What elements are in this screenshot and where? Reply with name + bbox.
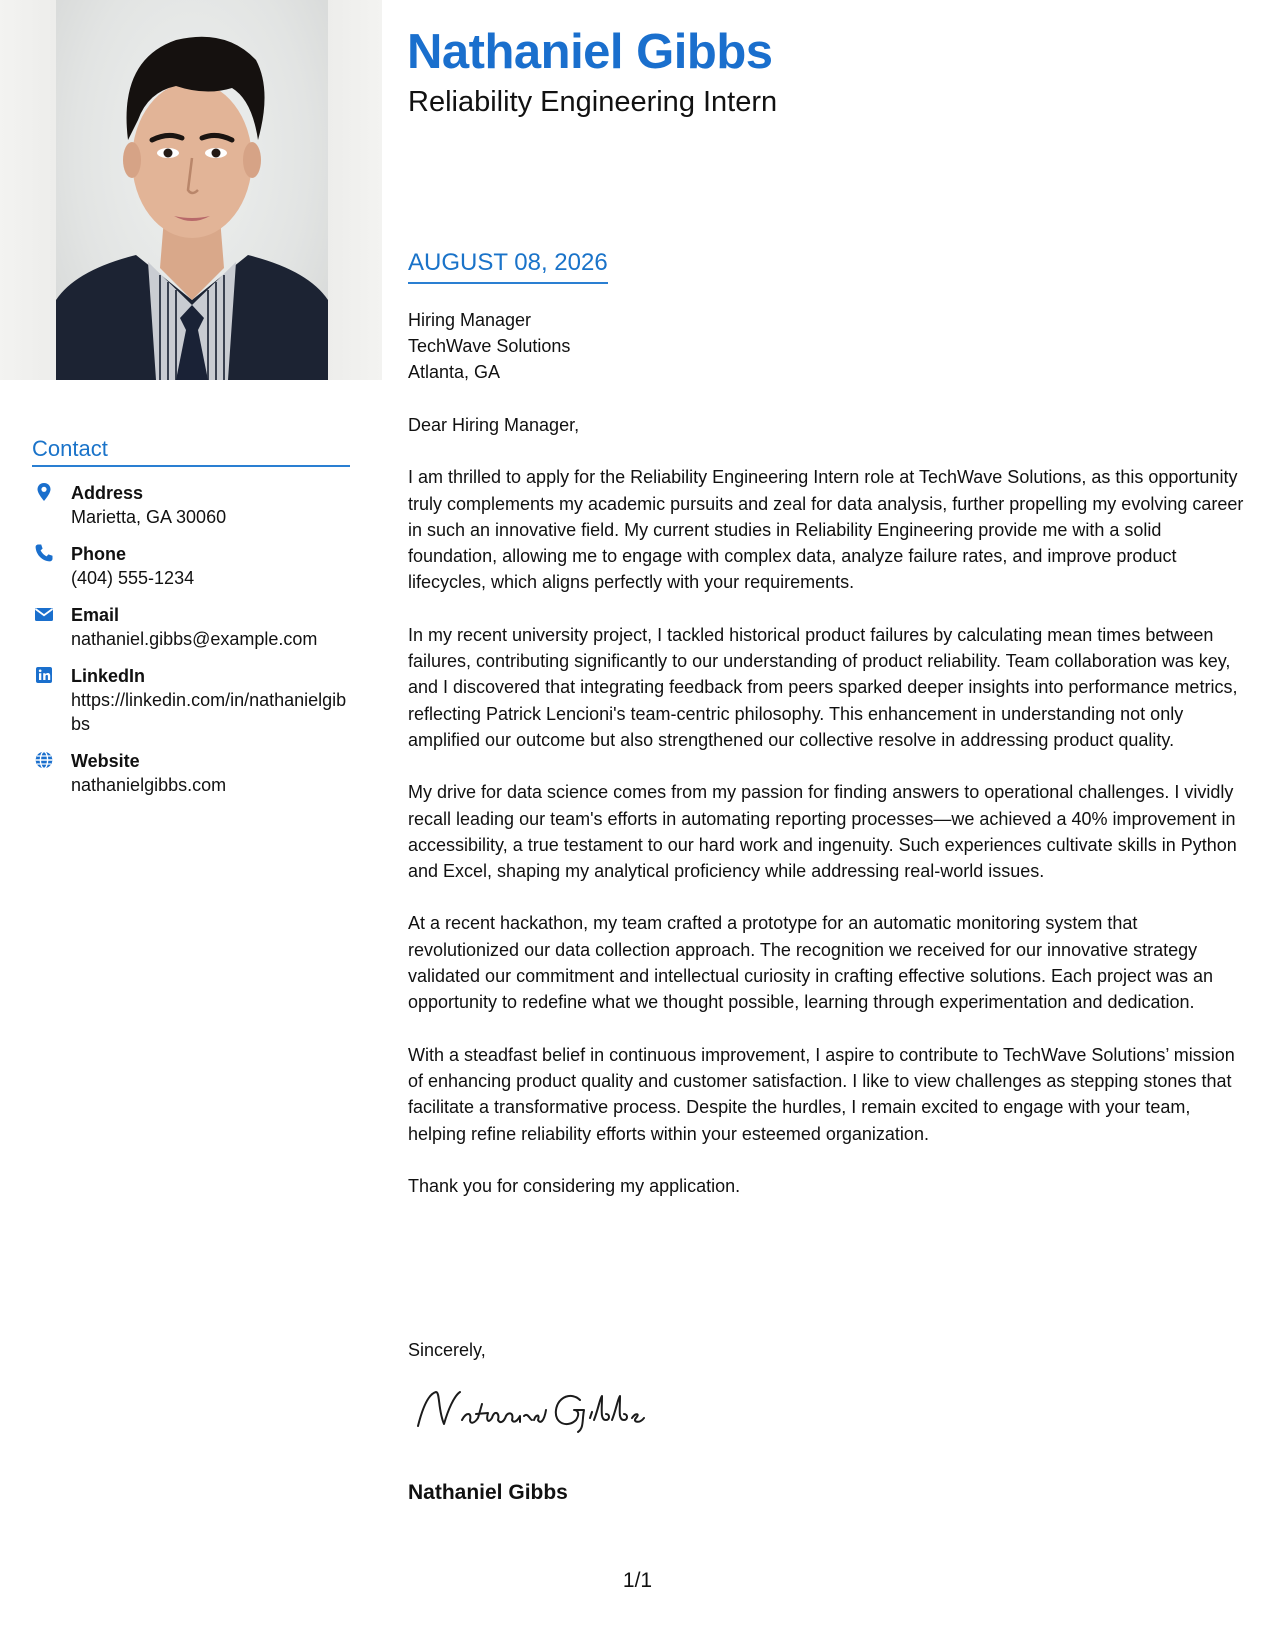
letter-paragraph: In my recent university project, I tackled historical product failures by calculating mean times between failures, contributing significantly to our understanding of product reliability. Team collaboration was key, and I discovered that integrating feedback from peers sparked deeper insights into performance metrics, reflecting Patrick Lencioni's team-centric philosophy. This enhancement in understanding not only amplified our outcome but also strengthened our collective resolve in addressing product quality.: [408, 624, 1238, 750]
contact-email-value[interactable]: nathaniel.gibbs@example.com: [71, 629, 318, 649]
page-number: 1/1: [622, 1569, 653, 1592]
contact-linkedin: [32, 664, 350, 736]
contact-address-label: Address: [71, 483, 144, 503]
letter-paragraph: At a recent hackathon, my team crafted a prototype for an automatic monitoring system that revolutionized our data collection approach. The recognition we received for our innovative strategy validated our commitment and intellectual curiosity in crafting effective solutions. Each project was an opportunity to redefine what we thought possible, learning through experimentation and dedication.: [408, 913, 1214, 1013]
letter-body: [408, 412, 1253, 1225]
closing: Sincerely,: [408, 1340, 486, 1360]
contact-linkedin-value[interactable]: https://linkedin.com/in/nathanielgibbs: [71, 690, 347, 734]
contact-website-value[interactable]: nathanielgibbs.com: [71, 775, 227, 795]
recipient-block: [408, 307, 570, 385]
portrait-illustration: [56, 0, 328, 380]
contact-section: [32, 436, 350, 810]
portrait-image: [56, 0, 328, 380]
contact-phone: [32, 542, 350, 590]
linkedin-icon: [34, 665, 54, 685]
letter-paragraph: My drive for data science comes from my passion for finding answers to operational challenges. I vividly recall leading our team's efforts in automating reporting processes—we achieved a 40% improvement in accessibility, a true testament to our hard work and ingenuity. Such experiences cultivate skills in Python and Excel, shaping my analytical proficiency while addressing real-world issues.: [408, 782, 1237, 882]
recipient-title: Hiring Manager: [408, 310, 532, 330]
handwritten-signature: [410, 1380, 670, 1440]
phone-icon: [34, 543, 54, 563]
contact-linkedin-label: LinkedIn: [71, 666, 146, 686]
applicant-name: Nathaniel Gibbs: [407, 25, 773, 79]
location-pin-icon: [34, 482, 54, 502]
contact-phone-value[interactable]: (404) 555-1234: [71, 568, 195, 588]
contact-website: [32, 749, 350, 797]
letter-paragraph: With a steadfast belief in continuous improvement, I aspire to contribute to TechWave Solutions’ mission of enhancing product quality and customer satisfaction. I like to view challenges as stepping stones that facilitate a transformative process. Despite the hurdles, I remain excited to engage with your team, helping refine reliability efforts within your esteemed organization.: [408, 1044, 1235, 1144]
globe-icon: [34, 750, 54, 770]
contact-address: [32, 481, 350, 529]
letter-date: AUGUST 08, 2026: [408, 248, 608, 284]
applicant-role: Reliability Engineering Intern: [408, 86, 778, 118]
recipient-company: TechWave Solutions: [408, 336, 571, 356]
profile-photo: [0, 0, 382, 380]
contact-phone-label: Phone: [71, 544, 127, 564]
contact-address-value: Marietta, GA 30060: [71, 507, 227, 527]
recipient-location: Atlanta, GA: [408, 362, 501, 382]
contact-email: [32, 603, 350, 651]
signer-name: Nathaniel Gibbs: [408, 1481, 568, 1504]
contact-heading: Contact: [32, 436, 350, 467]
salutation: Dear Hiring Manager,: [408, 415, 580, 435]
letter-paragraph: Thank you for considering my application.: [408, 1175, 741, 1196]
email-icon: [34, 604, 54, 624]
contact-website-label: Website: [71, 751, 140, 771]
contact-email-label: Email: [71, 605, 120, 625]
letter-paragraph: I am thrilled to apply for the Reliability Engineering Intern role at TechWave Solutions, as this opportunity truly complements my academic pursuits and zeal for data analysis, further propelling my evolving career in such an innovative field. My current studies in Reliability Engineering provide me with a solid foundation, allowing me to engage with complex data, analyze failure rates, and improve product lifecycles, which aligns perfectly with your requirements.: [408, 467, 1244, 593]
